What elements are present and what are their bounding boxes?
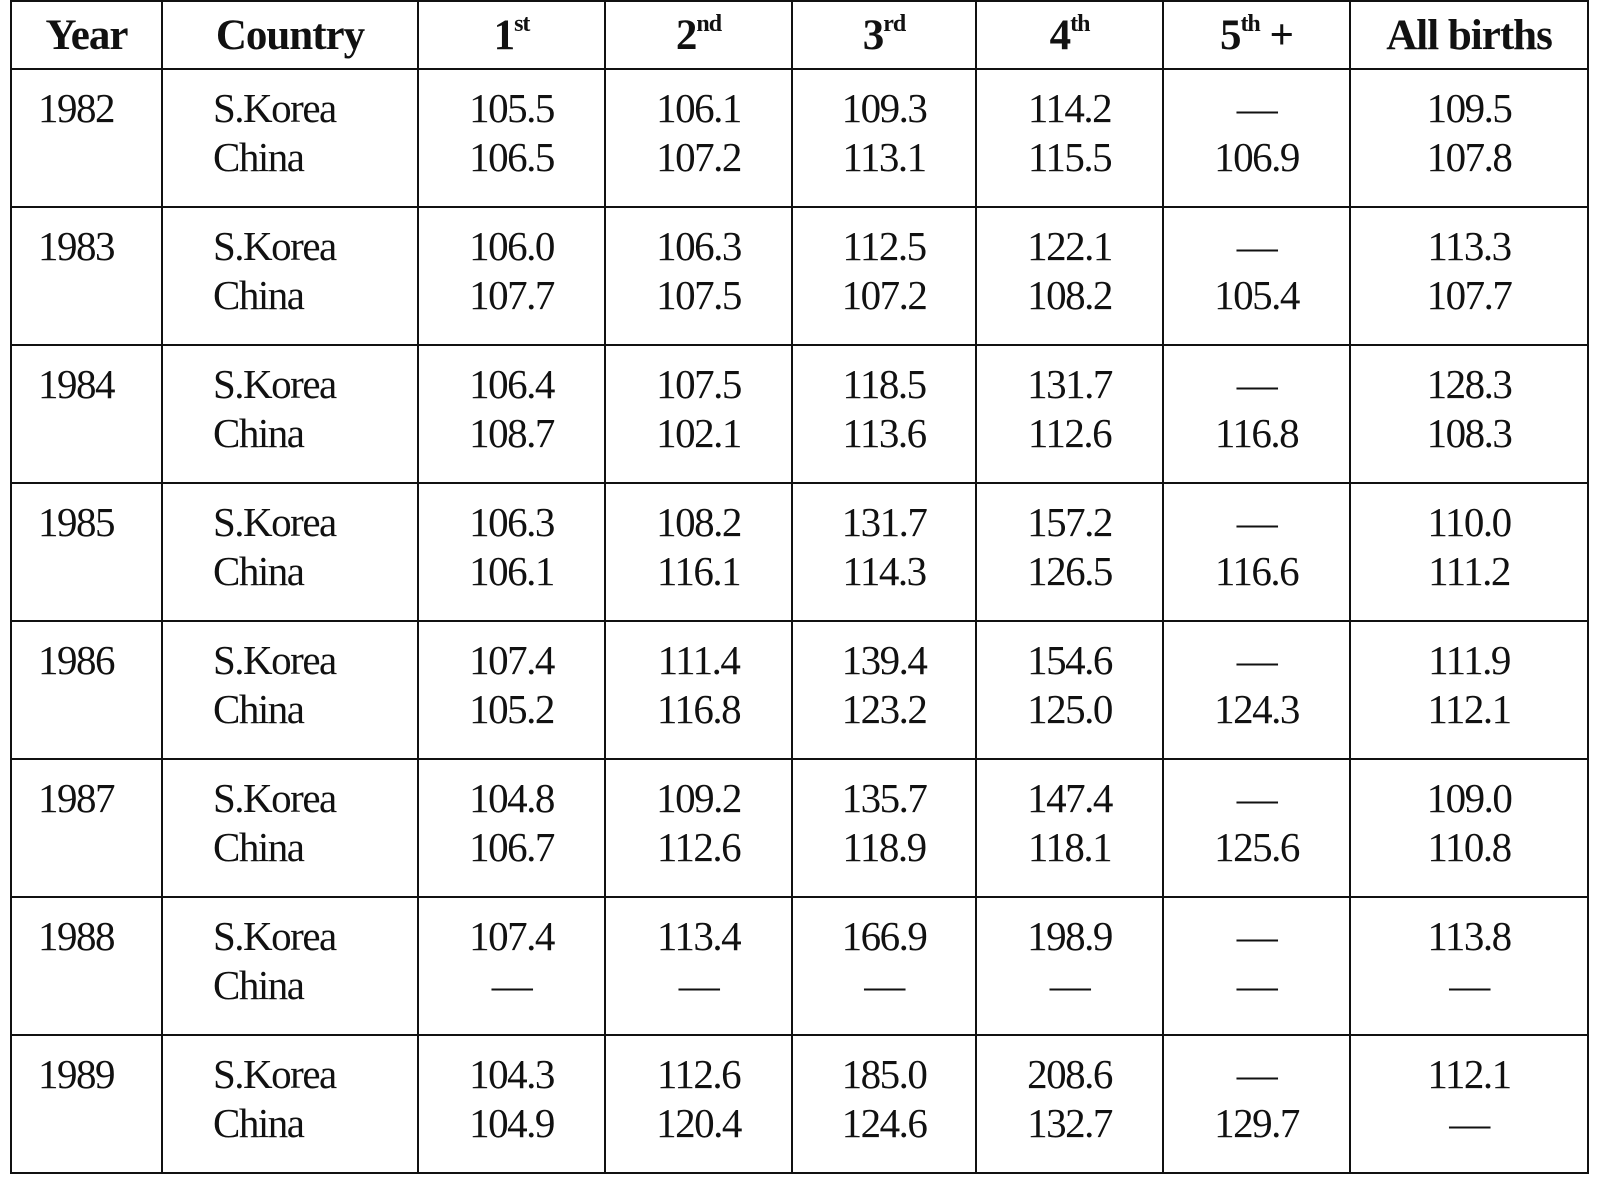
second-birth-cell	[605, 759, 792, 897]
second-birth-cell	[605, 69, 792, 207]
fifth-plus-birth-value-korea: —	[1236, 499, 1277, 545]
all-births-value-korea: 109.0	[1426, 775, 1512, 821]
fifth-plus-birth-value-korea: —	[1236, 223, 1277, 269]
year-cell	[11, 207, 162, 345]
first-birth-value-korea: 104.3	[469, 1051, 554, 1097]
second-birth-cell	[605, 483, 792, 621]
first-birth-value-china: 108.7	[469, 410, 554, 456]
second-birth-cell	[605, 621, 792, 759]
table-row	[11, 621, 1588, 759]
all-births-value-korea: 128.3	[1426, 361, 1512, 407]
country-name-china: China	[213, 824, 304, 870]
all-births-value-korea: 112.1	[1427, 1051, 1511, 1097]
header-third-num: 3	[862, 11, 884, 59]
third-birth-cell	[792, 345, 976, 483]
country-name-korea: S.Korea	[213, 775, 336, 821]
first-birth-cell	[418, 345, 605, 483]
fourth-birth-cell	[976, 483, 1163, 621]
country-cell	[162, 69, 418, 207]
all-births-value-china: 108.3	[1426, 410, 1512, 456]
year-value: 1984	[38, 361, 114, 407]
all-births-cell	[1350, 759, 1588, 897]
country-cell	[162, 1035, 418, 1173]
all-births-value-korea: 113.3	[1427, 223, 1511, 269]
year-cell	[11, 69, 162, 207]
fourth-birth-cell	[976, 1035, 1163, 1173]
header-second-num: 2	[675, 11, 697, 59]
table-row	[11, 69, 1588, 207]
third-birth-value-china: 107.2	[841, 272, 927, 318]
first-birth-value-china: 106.5	[469, 134, 554, 180]
header-third-birth	[792, 1, 976, 69]
fifth-plus-birth-value-china: —	[1236, 962, 1277, 1008]
fifth-plus-birth-value-korea: —	[1236, 85, 1277, 131]
first-birth-value-korea: 106.4	[469, 361, 554, 407]
sex-ratio-table-container	[10, 0, 1587, 1174]
fifth-plus-birth-value-china: 116.8	[1214, 410, 1299, 456]
third-birth-value-korea: 118.5	[842, 361, 926, 407]
second-birth-value-china: 107.2	[656, 134, 741, 180]
third-birth-value-korea: 139.4	[841, 637, 927, 683]
table-row	[11, 207, 1588, 345]
first-birth-value-korea: 107.4	[469, 913, 554, 959]
country-cell	[162, 897, 418, 1035]
header-third-sup: rd	[883, 10, 906, 37]
third-birth-value-china: 114.3	[842, 548, 926, 594]
header-first-sup: st	[514, 10, 530, 37]
second-birth-value-china: —	[678, 962, 719, 1008]
third-birth-value-china: 113.1	[842, 134, 926, 180]
second-birth-value-china: 107.5	[656, 272, 741, 318]
fifth-plus-birth-cell	[1163, 1035, 1350, 1173]
third-birth-value-korea: 131.7	[841, 499, 927, 545]
first-birth-cell	[418, 483, 605, 621]
country-cell	[162, 345, 418, 483]
country-name-korea: S.Korea	[213, 85, 336, 131]
year-cell	[11, 483, 162, 621]
third-birth-cell	[792, 207, 976, 345]
fifth-plus-birth-value-china: 124.3	[1214, 686, 1299, 732]
header-year	[11, 1, 162, 69]
all-births-value-china: 107.8	[1426, 134, 1512, 180]
fourth-birth-value-korea: 157.2	[1027, 499, 1112, 545]
header-fourth-birth	[976, 1, 1163, 69]
year-value: 1985	[38, 499, 114, 545]
second-birth-cell	[605, 897, 792, 1035]
fifth-plus-birth-value-korea: —	[1236, 361, 1277, 407]
fifth-plus-birth-value-china: 116.6	[1214, 548, 1299, 594]
year-value: 1983	[38, 223, 114, 269]
fifth-plus-birth-value-china: 105.4	[1214, 272, 1299, 318]
fifth-plus-birth-value-korea: —	[1236, 913, 1277, 959]
first-birth-cell	[418, 1035, 605, 1173]
fifth-plus-birth-cell	[1163, 759, 1350, 897]
third-birth-cell	[792, 759, 976, 897]
first-birth-value-china: 104.9	[469, 1100, 554, 1146]
fifth-plus-birth-cell	[1163, 897, 1350, 1035]
first-birth-cell	[418, 69, 605, 207]
header-fourth-num: 4	[1049, 11, 1071, 59]
fourth-birth-value-korea: 208.6	[1027, 1051, 1112, 1097]
header-year-label: Year	[45, 11, 128, 59]
second-birth-value-china: 120.4	[656, 1100, 741, 1146]
all-births-value-china: 107.7	[1426, 272, 1512, 318]
all-births-cell	[1350, 345, 1588, 483]
third-birth-value-china: —	[864, 962, 904, 1008]
first-birth-cell	[418, 621, 605, 759]
country-cell	[162, 483, 418, 621]
first-birth-value-korea: 104.8	[469, 775, 554, 821]
fifth-plus-birth-value-china: 129.7	[1214, 1100, 1299, 1146]
header-all-births	[1350, 1, 1588, 69]
fourth-birth-value-china: 118.1	[1027, 824, 1112, 870]
third-birth-value-china: 123.2	[841, 686, 927, 732]
table-row	[11, 897, 1588, 1035]
second-birth-value-korea: 109.2	[656, 775, 741, 821]
third-birth-value-korea: 185.0	[841, 1051, 927, 1097]
all-births-value-china: 110.8	[1427, 824, 1511, 870]
fourth-birth-cell	[976, 897, 1163, 1035]
first-birth-cell	[418, 207, 605, 345]
table-header	[11, 1, 1588, 69]
header-fifth-sup: th	[1240, 10, 1260, 37]
third-birth-cell	[792, 897, 976, 1035]
fourth-birth-cell	[976, 207, 1163, 345]
country-name-china: China	[213, 1100, 304, 1146]
header-first-num: 1	[493, 11, 515, 59]
year-value: 1987	[38, 775, 114, 821]
year-cell	[11, 759, 162, 897]
country-name-korea: S.Korea	[213, 913, 336, 959]
country-name-korea: S.Korea	[213, 361, 336, 407]
all-births-value-korea: 110.0	[1427, 499, 1511, 545]
header-second-birth	[605, 1, 792, 69]
fourth-birth-cell	[976, 621, 1163, 759]
all-births-value-korea: 113.8	[1427, 913, 1511, 959]
header-fifth-num: 5	[1219, 11, 1241, 59]
country-cell	[162, 207, 418, 345]
all-births-cell	[1350, 897, 1588, 1035]
second-birth-cell	[605, 207, 792, 345]
header-fifth-suffix: +	[1259, 11, 1294, 59]
third-birth-cell	[792, 1035, 976, 1173]
first-birth-value-china: —	[491, 962, 532, 1008]
first-birth-value-korea: 105.5	[469, 85, 554, 131]
fourth-birth-value-korea: 154.6	[1027, 637, 1112, 683]
country-name-korea: S.Korea	[213, 1051, 336, 1097]
all-births-value-china: —	[1449, 962, 1489, 1008]
year-value: 1982	[38, 85, 114, 131]
third-birth-value-korea: 109.3	[841, 85, 927, 131]
fourth-birth-value-korea: 147.4	[1027, 775, 1112, 821]
fifth-plus-birth-cell	[1163, 345, 1350, 483]
second-birth-cell	[605, 1035, 792, 1173]
fifth-plus-birth-cell	[1163, 69, 1350, 207]
second-birth-value-china: 116.1	[656, 548, 741, 594]
country-name-korea: S.Korea	[213, 499, 336, 545]
third-birth-value-korea: 166.9	[841, 913, 927, 959]
year-value: 1986	[38, 637, 114, 683]
all-births-value-korea: 109.5	[1426, 85, 1512, 131]
country-name-china: China	[213, 962, 304, 1008]
first-birth-value-korea: 106.0	[469, 223, 554, 269]
second-birth-value-korea: 106.1	[656, 85, 741, 131]
table-body	[11, 69, 1588, 1173]
fourth-birth-cell	[976, 345, 1163, 483]
second-birth-value-korea: 111.4	[657, 637, 740, 683]
country-name-china: China	[213, 686, 304, 732]
table-row	[11, 483, 1588, 621]
all-births-value-china: 112.1	[1427, 686, 1511, 732]
year-cell	[11, 345, 162, 483]
second-birth-value-china: 112.6	[656, 824, 741, 870]
third-birth-value-korea: 135.7	[841, 775, 927, 821]
second-birth-value-korea: 108.2	[656, 499, 741, 545]
table-row	[11, 759, 1588, 897]
header-fifth-plus-birth	[1163, 1, 1350, 69]
fourth-birth-cell	[976, 69, 1163, 207]
country-name-china: China	[213, 410, 304, 456]
year-value: 1989	[38, 1051, 114, 1097]
year-cell	[11, 1035, 162, 1173]
fourth-birth-value-china: 115.5	[1027, 134, 1112, 180]
second-birth-value-korea: 107.5	[656, 361, 741, 407]
second-birth-value-korea: 113.4	[656, 913, 741, 959]
fifth-plus-birth-value-china: 125.6	[1214, 824, 1299, 870]
all-births-cell	[1350, 483, 1588, 621]
first-birth-value-korea: 106.3	[469, 499, 554, 545]
fifth-plus-birth-cell	[1163, 207, 1350, 345]
fourth-birth-value-china: 112.6	[1027, 410, 1112, 456]
first-birth-value-china: 107.7	[469, 272, 554, 318]
first-birth-cell	[418, 897, 605, 1035]
second-birth-value-korea: 112.6	[656, 1051, 741, 1097]
country-name-china: China	[213, 272, 304, 318]
fifth-plus-birth-cell	[1163, 621, 1350, 759]
second-birth-value-china: 102.1	[656, 410, 741, 456]
first-birth-value-china: 106.1	[469, 548, 554, 594]
country-name-china: China	[213, 548, 304, 594]
table-row	[11, 345, 1588, 483]
sex-ratio-table	[10, 0, 1589, 1174]
fifth-plus-birth-value-korea: —	[1236, 637, 1277, 683]
fourth-birth-value-korea: 122.1	[1027, 223, 1112, 269]
header-country-label: Country	[215, 11, 365, 59]
first-birth-value-korea: 107.4	[469, 637, 554, 683]
second-birth-value-china: 116.8	[656, 686, 741, 732]
fourth-birth-value-china: —	[1049, 962, 1090, 1008]
header-first-birth	[418, 1, 605, 69]
table-row	[11, 1035, 1588, 1173]
all-births-value-korea: 111.9	[1428, 637, 1510, 683]
first-birth-value-china: 106.7	[469, 824, 554, 870]
country-name-korea: S.Korea	[213, 637, 336, 683]
all-births-cell	[1350, 207, 1588, 345]
third-birth-cell	[792, 621, 976, 759]
fourth-birth-value-china: 108.2	[1027, 272, 1112, 318]
fifth-plus-birth-cell	[1163, 483, 1350, 621]
fifth-plus-birth-value-korea: —	[1236, 775, 1277, 821]
first-birth-value-china: 105.2	[469, 686, 554, 732]
all-births-value-china: 111.2	[1428, 548, 1510, 594]
header-fourth-sup: th	[1070, 10, 1090, 37]
second-birth-value-korea: 106.3	[656, 223, 741, 269]
fourth-birth-value-korea: 131.7	[1027, 361, 1112, 407]
year-cell	[11, 621, 162, 759]
third-birth-value-korea: 112.5	[842, 223, 926, 269]
fifth-plus-birth-value-korea: —	[1236, 1051, 1277, 1097]
all-births-cell	[1350, 1035, 1588, 1173]
first-birth-cell	[418, 759, 605, 897]
country-name-korea: S.Korea	[213, 223, 336, 269]
year-cell	[11, 897, 162, 1035]
fourth-birth-value-china: 125.0	[1027, 686, 1112, 732]
all-births-value-china: —	[1449, 1100, 1489, 1146]
third-birth-cell	[792, 69, 976, 207]
third-birth-value-china: 118.9	[842, 824, 926, 870]
header-row	[11, 1, 1588, 69]
fourth-birth-value-korea: 198.9	[1027, 913, 1112, 959]
fourth-birth-value-china: 132.7	[1027, 1100, 1112, 1146]
header-country	[162, 1, 418, 69]
header-all-label: All births	[1386, 11, 1552, 59]
second-birth-cell	[605, 345, 792, 483]
third-birth-cell	[792, 483, 976, 621]
country-cell	[162, 759, 418, 897]
fourth-birth-value-korea: 114.2	[1027, 85, 1112, 131]
header-second-sup: nd	[696, 10, 722, 37]
fifth-plus-birth-value-china: 106.9	[1214, 134, 1299, 180]
year-value: 1988	[38, 913, 114, 959]
all-births-cell	[1350, 69, 1588, 207]
fourth-birth-cell	[976, 759, 1163, 897]
third-birth-value-china: 113.6	[842, 410, 926, 456]
fourth-birth-value-china: 126.5	[1027, 548, 1112, 594]
country-name-china: China	[213, 134, 304, 180]
third-birth-value-china: 124.6	[841, 1100, 927, 1146]
country-cell	[162, 621, 418, 759]
all-births-cell	[1350, 621, 1588, 759]
